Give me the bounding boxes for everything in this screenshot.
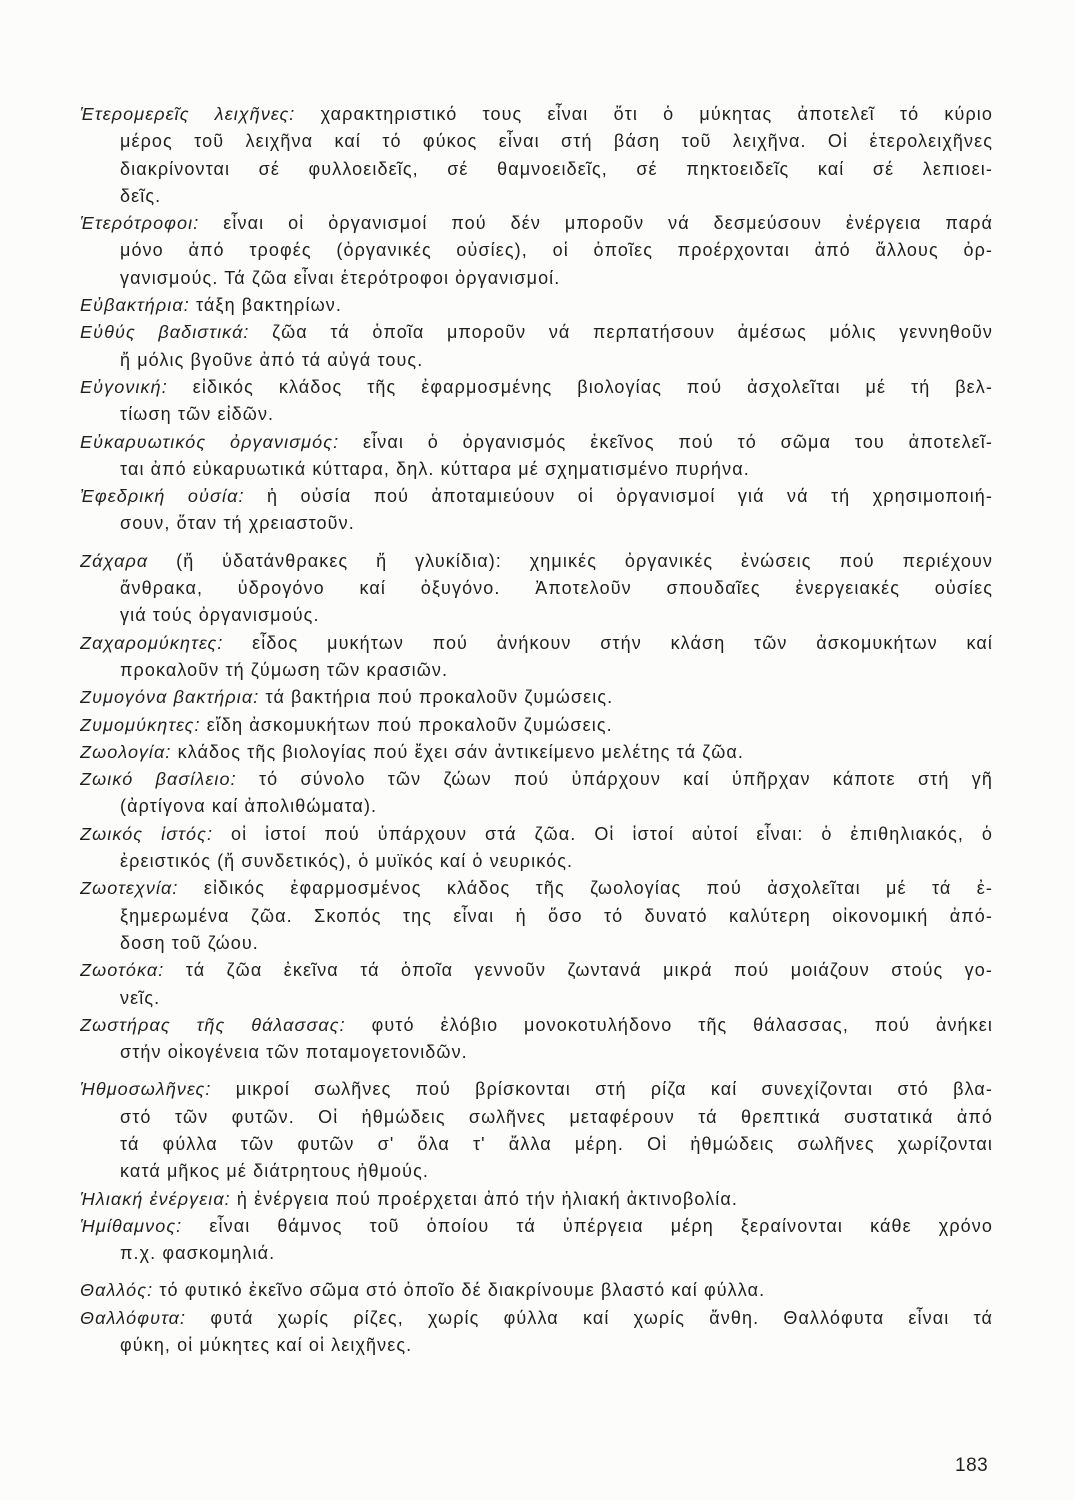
glossary-entry — [80, 739, 993, 766]
entry-term: Ἑτερότροφοι: — [80, 213, 200, 234]
entry-first-line — [80, 1012, 993, 1039]
glossary-section — [80, 101, 993, 538]
entry-continuation-line: ξημερωμένα ζῶα. Σκοπός της εἶναι ἡ ὅσο τό δυνατό καλύτερη οἰκονομική ἀπό- — [120, 905, 993, 926]
entry-first-line — [80, 821, 993, 848]
entry-continuation-line: κατά μῆκος μέ διάτρητους ἠθμούς. — [120, 1161, 429, 1182]
entry-continuation-line: ται ἀπό εὐκαρυωτικά κύτταρα, δηλ. κύτταρα μέ σχηματισμένο πυρήνα. — [120, 458, 750, 479]
entry-term: Θαλλόφυτα: — [80, 1307, 187, 1328]
entry-definition: εἰδικός ἐφαρμοσμένος κλάδος τῆς ζωολογίας πού ἀσχολεῖται μέ τά ἐ- — [203, 878, 993, 899]
glossary-entry — [80, 1012, 993, 1067]
entry-term: Ζωολογία: — [80, 741, 172, 762]
entry-term: Ζωστήρας τῆς θάλασσας: — [80, 1014, 346, 1035]
entry-term: Ἡμίθαμνος: — [80, 1215, 183, 1236]
entry-definition: εἴδη ἀσκομυκήτων πού προκαλοῦν ζυμώσεις. — [206, 714, 613, 735]
entry-term: Εὐθύς βαδιστικά: — [80, 322, 250, 343]
entry-continuation-line: στήν οἰκογένεια τῶν ποταμογετονιδῶν. — [120, 1042, 468, 1063]
glossary-section — [80, 1277, 993, 1359]
entry-term: Ἡλιακή ἐνέργεια: — [80, 1188, 231, 1209]
entry-term: Ζωοτεχνία: — [80, 878, 179, 899]
entry-first-line — [80, 712, 993, 739]
entry-definition: τά βακτήρια πού προκαλοῦν ζυμώσεις. — [265, 687, 614, 708]
entry-term: Εὐγονική: — [80, 376, 168, 397]
entry-first-line — [80, 319, 993, 346]
entry-continuation-line: (ἀρτίγονα καί ἀπολιθώματα). — [120, 796, 378, 817]
entry-first-line — [80, 548, 993, 575]
entry-continuation-line: νεῖς. — [120, 987, 161, 1008]
entry-continuation-line: δοση τοῦ ζώου. — [120, 932, 259, 953]
entry-continuation-line: μόνο ἀπό τροφές (ὀργανικές οὐσίες), οἱ ὁποῖες προέρχονται ἀπό ἄλλους ὀρ- — [120, 240, 993, 261]
entry-definition: εἶναι ὁ ὀργανισμός ἐκεῖνος πού τό σῶμα του ἀποτελεῖ- — [363, 431, 993, 452]
entry-first-line — [80, 1213, 993, 1240]
entry-continuation-line: στό τῶν φυτῶν. Οἱ ἠθμώδεις σωλῆνες μεταφέρουν τά θρεπτικά συστατικά ἀπό — [120, 1106, 993, 1127]
entry-first-line — [80, 1305, 993, 1332]
glossary-entry — [80, 1213, 993, 1268]
entry-definition: (ἤ ὑδατάνθρακες ἤ γλυκίδια): χημικές ὀργανικές ἐνώσεις πού περιέχουν — [176, 550, 993, 571]
glossary-entry — [80, 319, 993, 374]
entry-definition: ἡ ἐνέργεια πού προέρχεται ἀπό τήν ἡλιακή ἀκτινοβολία. — [236, 1188, 738, 1209]
entry-continuation-line: φύκη, οἱ μύκητες καί οἱ λειχῆνες. — [120, 1335, 413, 1356]
entry-term: Ζωικός ἱστός: — [80, 823, 214, 844]
glossary-entry — [80, 712, 993, 739]
entry-first-line — [80, 957, 993, 984]
entry-definition: τό φυτικό ἐκεῖνο σῶμα στό ὁποῖο δέ διακρίνουμε βλαστό καί φύλλα. — [159, 1280, 766, 1301]
glossary-entry — [80, 1186, 993, 1213]
glossary-entry — [80, 957, 993, 1012]
glossary-entry — [80, 429, 993, 484]
entry-term: Ζαχαρομύκητες: — [80, 632, 224, 653]
glossary-entry — [80, 821, 993, 876]
entry-term: Ζυμογόνα βακτήρια: — [80, 687, 260, 708]
entry-definition: φυτό ἐλόβιο μονοκοτυλήδονο τῆς θάλασσας, πού ἀνήκει — [371, 1014, 993, 1035]
glossary-entry — [80, 1076, 993, 1185]
entry-first-line — [80, 684, 993, 711]
entry-term: Ζυμομύκητες: — [80, 714, 201, 735]
glossary-entry — [80, 210, 993, 292]
entry-first-line — [80, 1076, 993, 1103]
entry-definition: εἰδικός κλάδος τῆς ἐφαρμοσμένης βιολογίας πού ἀσχολεῖται μέ τή βελ- — [192, 376, 993, 397]
entry-first-line — [80, 210, 993, 237]
entry-term: Ζωοτόκα: — [80, 960, 165, 981]
entry-continuation-line: γιά τούς ὀργανισμούς. — [120, 605, 320, 626]
entry-definition: χαρακτηριστικό τους εἶναι ὅτι ὁ μύκητας ἀποτελεῖ τό κύριο — [320, 104, 993, 124]
entry-first-line — [80, 292, 993, 319]
entry-definition: εἶδος μυκήτων πού ἀνήκουν στήν κλάση τῶν ἀσκομυκήτων καί — [252, 632, 993, 653]
entry-definition: εἶναι οἱ ὀργανισμοί πού δέν μποροῦν νά δεσμεύσουν ἐνέργεια παρά — [223, 213, 993, 234]
entry-term: Ζωικό βασίλειο: — [80, 769, 237, 790]
entry-continuation-line: ἄνθρακα, ὑδρογόνο καί ὀξυγόνο. Ἀποτελοῦν σπουδαῖες ἐνεργειακές οὐσίες — [120, 578, 993, 599]
glossary-entry — [80, 875, 993, 957]
entry-definition: τό σύνολο τῶν ζώων πού ὑπάρχουν καί ὑπῆρχαν κάποτε στή γῆ — [258, 769, 993, 790]
glossary-entry — [80, 684, 993, 711]
entry-continuation-line: προκαλοῦν τή ζύμωση τῶν κρασιῶν. — [120, 659, 449, 680]
glossary-entry — [80, 374, 993, 429]
entry-definition: τάξη βακτηρίων. — [195, 295, 342, 316]
entry-definition: κλάδος τῆς βιολογίας πού ἔχει σάν ἀντικείμενο μελέτης τά ζῶα. — [177, 741, 745, 762]
entry-definition: οἱ ἱστοί πού ὑπάρχουν στά ζῶα. Οἱ ἱστοί αὐτοί εἶναι: ὁ ἐπιθηλιακός, ὁ — [230, 823, 993, 844]
entry-continuation-line: δεῖς. — [120, 185, 162, 206]
entry-first-line — [80, 630, 993, 657]
entry-continuation-line: τά φύλλα τῶν φυτῶν σ' ὅλα τ' ἄλλα μέρη. Οἱ ἠθμώδεις σωλῆνες χωρίζονται — [120, 1133, 993, 1154]
entry-first-line — [80, 1186, 993, 1213]
entry-first-line — [80, 739, 993, 766]
entry-term: Ἑτερομερεῖς λειχῆνες: — [80, 104, 296, 124]
entry-continuation-line: διακρίνονται σέ φυλλοειδεῖς, σέ θαμνοειδεῖς, σέ πηκτοειδεῖς καί σέ λεπιοει- — [120, 158, 993, 179]
entry-definition: εἶναι θάμνος τοῦ ὁποίου τά ὑπέργεια μέρη ξεραίνονται κάθε χρόνο — [209, 1215, 993, 1236]
entry-continuation-line: σουν, ὅταν τή χρειαστοῦν. — [120, 513, 355, 534]
glossary-entry — [80, 548, 993, 630]
entry-definition: μικροί σωλῆνες πού βρίσκονται στή ρίζα καί συνεχίζονται στό βλα- — [235, 1079, 993, 1100]
entry-term: Ἡθμοσωλῆνες: — [80, 1079, 212, 1100]
entry-definition: φυτά χωρίς ρίζες, χωρίς φύλλα καί χωρίς ἄνθη. Θαλλόφυτα εἶναι τά — [210, 1307, 993, 1328]
entry-term: Θαλλός: — [80, 1280, 154, 1301]
page-number: 183 — [955, 1455, 989, 1476]
entry-continuation-line: τίωση τῶν εἰδῶν. — [120, 404, 275, 425]
glossary — [80, 101, 993, 1359]
glossary-entry — [80, 766, 993, 821]
glossary-entry — [80, 483, 993, 538]
entry-term: Ζάχαρα — [80, 550, 149, 571]
entry-term: Εὐκαρυωτικός ὀργανισμός: — [80, 431, 340, 452]
entry-first-line — [80, 483, 993, 510]
entry-definition: ζῶα τά ὁποῖα μποροῦν νά περπατήσουν ἀμέσως μόλις γεννηθοῦν — [272, 322, 993, 343]
entry-term: Εὐβακτήρια: — [80, 295, 190, 316]
glossary-section — [80, 1076, 993, 1267]
entry-first-line — [80, 766, 993, 793]
entry-continuation-line: μέρος τοῦ λειχῆνα καί τό φύκος εἶναι στή βάση τοῦ λειχῆνα. Οἱ ἑτερολειχῆνες — [120, 131, 993, 152]
glossary-entry — [80, 292, 993, 319]
entry-first-line — [80, 101, 993, 128]
entry-continuation-line: π.χ. φασκομηλιά. — [120, 1243, 276, 1264]
entry-first-line — [80, 1277, 993, 1304]
entry-term: Ἐφεδρική οὐσία: — [80, 486, 245, 507]
entry-first-line — [80, 374, 993, 401]
glossary-entry — [80, 630, 993, 685]
entry-definition: ἡ οὐσία πού ἀποταμιεύουν οἱ ὀργανισμοί γιά νά τή χρησιμοποιή- — [266, 486, 993, 507]
entry-continuation-line: ἤ μόλις βγοῦνε ἀπό τά αὐγά τους. — [120, 349, 424, 370]
entry-first-line — [80, 875, 993, 902]
entry-continuation-line: γανισμούς. Τά ζῶα εἶναι ἑτερότροφοι ὀργανισμοί. — [120, 267, 561, 288]
glossary-entry — [80, 1305, 993, 1360]
entry-first-line — [80, 429, 993, 456]
glossary-entry — [80, 101, 993, 210]
glossary-entry — [80, 1277, 993, 1304]
entry-continuation-line: ἐρειστικός (ἤ συνδετικός), ὁ μυϊκός καί ὁ νευρικός. — [120, 851, 574, 872]
entry-definition: τά ζῶα ἐκεῖνα τά ὁποῖα γεννοῦν ζωντανά μικρά πού μοιάζουν στούς γο- — [185, 960, 993, 981]
glossary-section — [80, 548, 993, 1067]
